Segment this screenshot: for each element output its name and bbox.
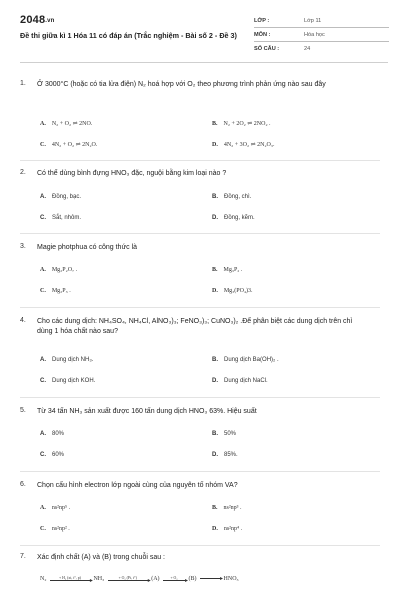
arrow-right-icon: ▸ (220, 576, 224, 583)
meta-question-count: SỐ CÂU : 24 (254, 46, 311, 52)
q5-option-a[interactable]: A. 80% (40, 431, 65, 437)
q2-option-b[interactable]: B. Đồng, chì. (212, 194, 252, 200)
arrow-right-icon: ▸ (89, 578, 93, 585)
meta-subject: MÔN : Hóa học (254, 28, 389, 42)
q6-option-d[interactable]: D. ns²np⁴ . (212, 526, 243, 532)
reaction-chain: N₂ + H₂ (xt, t°, p) ▸ NH₃ + O₂ (Pt, t°) ▸ (A) + O₂ ▸ (B) ▸ HNO₃ (40, 576, 239, 585)
q1-option-d[interactable]: D. 4N₂ + 3O₂ ⇌ 2N₂O₃. (212, 142, 275, 148)
q3-option-c[interactable]: C. Mg₂P₃ . (40, 288, 71, 294)
q6-option-c[interactable]: C. ns²np² . (40, 526, 70, 532)
question-divider (20, 160, 380, 161)
page-header (20, 14, 388, 56)
q3-option-b[interactable]: B. Mg₃P₂ . (212, 267, 243, 273)
q5-option-d[interactable]: D. 85%. (212, 452, 238, 458)
q6-option-a[interactable]: A. ns²np⁵ . (40, 505, 71, 511)
question-divider (20, 471, 380, 472)
q1-option-b[interactable]: B. N₂ + 2O₂ ⇌ 2NO₂ . (212, 121, 271, 127)
q1-option-c[interactable]: C. 4N₂ + O₂ ⇌ 2N₂O. (40, 142, 98, 148)
q1-option-a[interactable]: A. N₂ + O₂ ⇌ 2NO. (40, 121, 93, 127)
site-logo[interactable]: 2048.vn (20, 14, 55, 26)
question-divider (20, 307, 380, 308)
exam-meta (254, 14, 389, 55)
q3-option-a[interactable]: A. Mg₂P₂O₇ . (40, 267, 78, 273)
q2-option-c[interactable]: C. Sắt, nhôm. (40, 215, 82, 221)
q6-option-b[interactable]: B. ns²np³ . (212, 505, 242, 511)
arrow-right-icon: ▸ (147, 578, 151, 585)
q4-option-b[interactable]: B. Dung dịch Ba(OH)₂ . (212, 357, 279, 363)
question-divider (20, 397, 380, 398)
q4-option-a[interactable]: A. Dung dịch NH₃. (40, 357, 94, 363)
arrow-right-icon: ▸ (185, 578, 189, 585)
meta-class: LỚP : Lớp 11 (254, 14, 389, 28)
q4-option-c[interactable]: C. Dung dịch KOH. (40, 378, 96, 384)
q2-option-a[interactable]: A. Đồng, bạc. (40, 194, 82, 200)
q5-option-b[interactable]: B. 50% (212, 431, 237, 437)
q3-option-d[interactable]: D. Mg₃(PO₄)3. (212, 288, 253, 294)
exam-title: Đề thi giữa kì 1 Hóa 11 có đáp án (Trắc nghiệm - Bài số 2 - Đề 3) (20, 31, 237, 40)
question-divider (20, 233, 380, 234)
q2-option-d[interactable]: D. Đồng, kẽm. (212, 215, 255, 221)
q4-option-d[interactable]: D. Dung dịch NaCl. (212, 378, 268, 384)
question-divider (20, 545, 380, 546)
q5-option-c[interactable]: C. 60% (40, 452, 65, 458)
header-divider (20, 62, 388, 63)
